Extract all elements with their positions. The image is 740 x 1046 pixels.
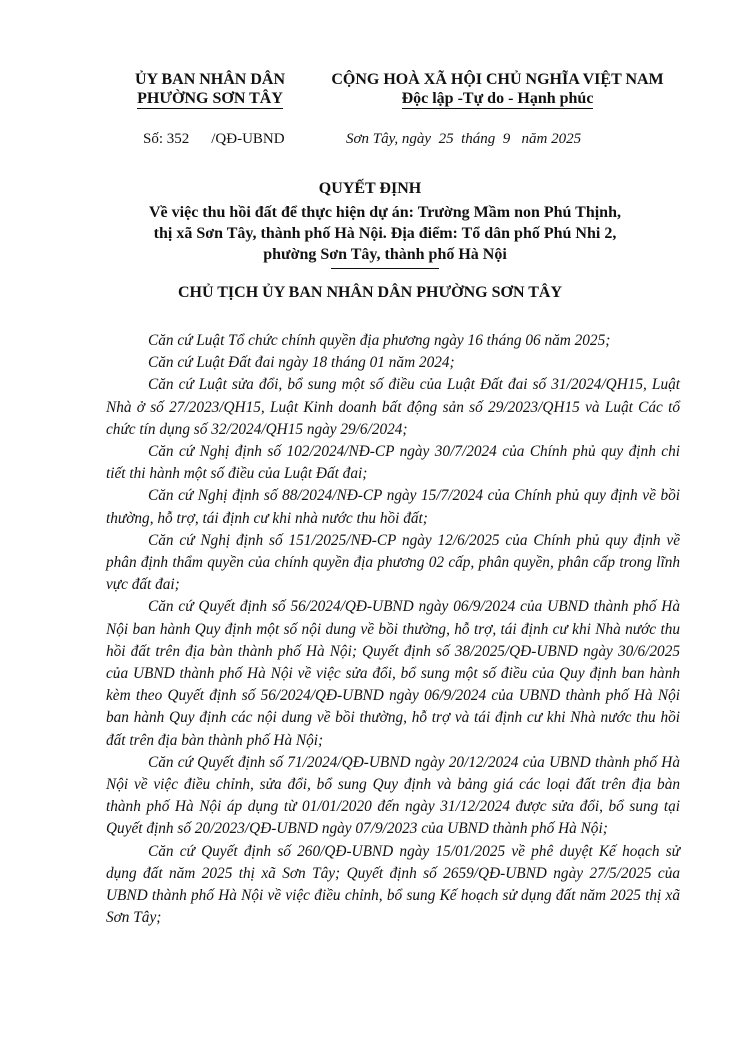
place-date: [346, 131, 581, 148]
legal-basis-paragraph: Căn cứ Luật sửa đổi, bổ sung một số điều của Luật Đất đai số 31/2024/QH15, Luật Nhà ở số 27/2023/QH15, Luật Kinh doanh bất động sản số 29/2023/QH15 và Luật Các tổ chức tín dụng số 32/2024/QH15 ngày 29/6/2024;: [106, 376, 680, 438]
national-motto: [305, 70, 690, 109]
nation-line-1: CỘNG HOÀ XÃ HỘI CHỦ NGHĨA VIỆT NAM: [331, 71, 664, 88]
org-line-1: ỦY BAN NHÂN DÂN: [134, 71, 286, 88]
legal-basis-paragraph: Căn cứ Nghị định số 88/2024/NĐ-CP ngày 15/7/2024 của Chính phủ quy định về bồi thường, hỗ trợ, tái định cư khi nhà nước thu hồi đất;: [106, 487, 680, 527]
number-prefix: Số: 352: [143, 131, 190, 147]
nation-line-2: Độc lập -Tự do - Hạnh phúc: [401, 90, 594, 107]
document-number: [143, 131, 285, 148]
legal-basis-paragraph: Căn cứ Quyết định số 56/2024/QĐ-UBND ngày 06/9/2024 của UBND thành phố Hà Nội ban hành Quy định một số nội dung về bồi thường, hỗ trợ, tái định cư khi Nhà nước thu hồi đất trên địa bàn thành phố Hà Nội; Quyết định số 38/2025/QĐ-UBND ngày 30/6/2025 của UBND thành phố Hà Nội về việc sửa đổi, bổ sung một số điều của Quy định ban hành kèm theo Quyết định số 56/2024/QĐ-UBND ngày 06/9/2024 của UBND thành phố Hà Nội ban hành Quy định các nội dung về bồi thường, hỗ trợ và tái định cư khi Nhà nước thu hồi đất trên địa bàn thành phố Hà Nội;: [106, 598, 680, 749]
place-date-text: Sơn Tây, ngày 25 tháng 9 năm 2025: [346, 131, 582, 147]
legal-basis-paragraph: Căn cứ Quyết định số 71/2024/QĐ-UBND ngày 20/12/2024 của UBND thành phố Hà Nội về việc điều chỉnh, sửa đổi, bổ sung Quy định và bảng giá các loại đất trên địa bàn thành phố Hà Nội áp dụng từ 01/01/2020 đến ngày 31/12/2024 được sửa đổi, bổ sung tại Quyết định số 20/2023/QĐ-UBND ngày 07/9/2023 của UBND thành phố Hà Nội;: [106, 753, 680, 838]
document-subject: [100, 202, 670, 269]
document-title: QUYẾT ĐỊNH: [318, 180, 422, 197]
legal-basis-paragraph: Căn cứ Luật Đất đai ngày 18 tháng 01 năm 2024;: [148, 354, 455, 372]
subject-line: phường Sơn Tây, thành phố Hà Nội: [263, 246, 507, 263]
legal-bases: [106, 330, 680, 929]
subject-line: thị xã Sơn Tây, thành phố Hà Nội. Địa điểm: Tổ dân phố Phú Nhi 2,: [153, 225, 617, 242]
issuing-authority: [110, 70, 310, 109]
org-line-2: PHƯỜNG SƠN TÂY: [137, 90, 283, 107]
legal-basis-paragraph: Căn cứ Nghị định số 102/2024/NĐ-CP ngày 30/7/2024 của Chính phủ quy định chi tiết thi hành một số điều của Luật Đất đai;: [106, 443, 680, 483]
subject-line: Về việc thu hồi đất để thực hiện dự án: Trường Mầm non Phú Thịnh,: [149, 204, 621, 221]
signing-authority: CHỦ TỊCH ỦY BAN NHÂN DÂN PHƯỜNG SƠN TÂY: [177, 284, 563, 301]
subject-divider: [331, 268, 439, 269]
legal-basis-paragraph: Căn cứ Quyết định số 260/QĐ-UBND ngày 15/01/2025 về phê duyệt Kế hoạch sử dụng đất năm 2025 thị xã Sơn Tây; Quyết định số 2659/QĐ-UBND ngày 27/5/2025 của UBND thành phố Hà Nội về việc điều chỉnh, bổ sung Kế hoạch sử dụng đất năm 2025 thị xã Sơn Tây;: [106, 842, 680, 927]
legal-basis-paragraph: Căn cứ Nghị định số 151/2025/NĐ-CP ngày 12/6/2025 của Chính phủ quy định về phân định thẩm quyền của chính quyền địa phương 02 cấp, phân quyền, phân cấp trong lĩnh vực đất đai;: [106, 531, 680, 594]
legal-basis-paragraph: Căn cứ Luật Tổ chức chính quyền địa phương ngày 16 tháng 06 năm 2025;: [148, 332, 611, 349]
number-suffix: /QĐ-UBND: [211, 131, 285, 147]
